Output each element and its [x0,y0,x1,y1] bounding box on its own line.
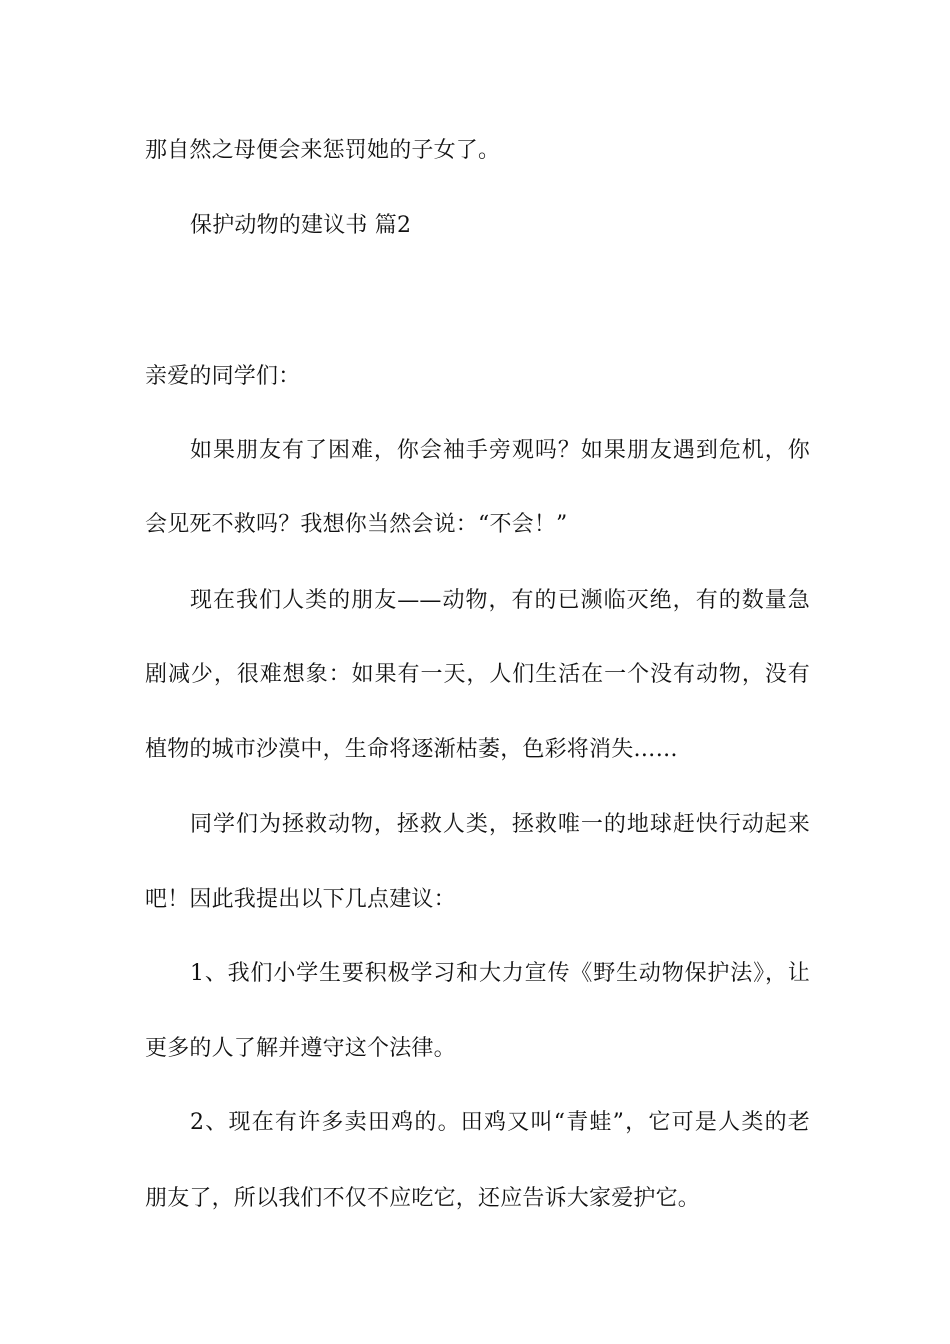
paragraph-2-line-2: 剧减少，很难想象：如果有一天，人们生活在一个没有动物，没有 [145,662,810,687]
suggestion-2-line-2: 朋友了，所以我们不仅不应吃它，还应告诉大家爱护它。 [145,1186,701,1211]
suggestion-2-line-1: 2、现在有许多卖田鸡的。田鸡又叫“青蛙”，它可是人类的老 [190,1110,810,1135]
suggestion-1-line-1: 1、我们小学生要积极学习和大力宣传《野生动物保护法》，让 [190,961,810,986]
paragraph-3-line-1: 同学们为拯救动物，拯救人类，拯救唯一的地球赶快行动起来 [190,812,810,837]
paragraph-2-line-1: 现在我们人类的朋友——动物，有的已濒临灭绝，有的数量急 [190,588,810,613]
paragraph-1-line-1: 如果朋友有了困难，你会袖手旁观吗？如果朋友遇到危机，你 [190,438,810,463]
salutation: 亲爱的同学们： [145,364,301,389]
paragraph-1-line-2: 会见死不救吗？我想你当然会说：“不会！” [145,512,568,537]
text-line-1: 那自然之母便会来惩罚她的子女了。 [145,138,501,163]
paragraph-2-line-3: 植物的城市沙漠中，生命将逐渐枯萎，色彩将消失…… [145,737,678,762]
section-heading: 保护动物的建议书 篇2 [190,213,412,238]
suggestion-1-line-2: 更多的人了解并遵守这个法律。 [145,1036,456,1061]
paragraph-3-line-2: 吧！因此我提出以下几点建议： [145,887,456,912]
